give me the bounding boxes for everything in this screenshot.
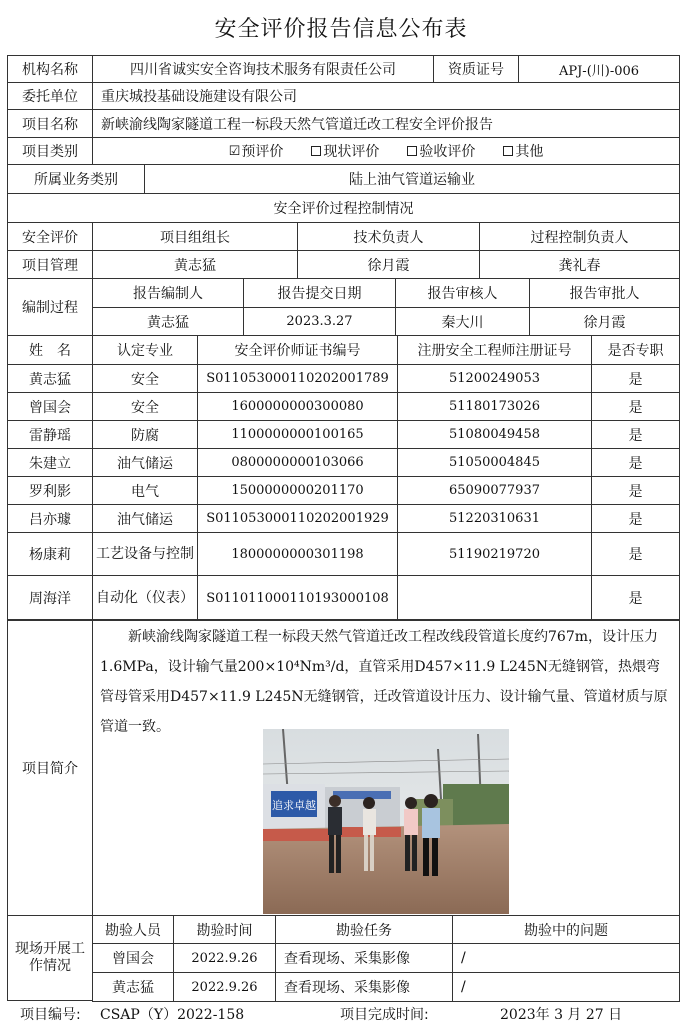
cert-label: 资质证号: [433, 55, 519, 83]
project-name-label: 项目名称: [7, 109, 93, 138]
org-value: 四川省诚实安全咨询技术服务有限责任公司: [92, 55, 434, 83]
staff-header-reg: 注册安全工程师注册证号: [397, 335, 592, 365]
staff-cell-name: 杨康莉: [7, 532, 93, 576]
checked-box-icon: ☑: [228, 143, 241, 159]
survey-cell-date: 2022.9.26: [173, 943, 276, 973]
staff-cell-reg: 51080049458: [397, 420, 592, 449]
staff-cell-cert: 1100000000100165: [197, 420, 398, 449]
staff-header-fulltime: 是否专职: [591, 335, 680, 365]
mgmt-value-tech: 徐月霞: [297, 250, 480, 279]
survey-cell-date: 2022.9.26: [173, 972, 276, 1002]
staff-cell-fulltime: 是: [591, 364, 680, 393]
mgmt-header-tech: 技术负责人: [297, 222, 480, 251]
staff-cell-cert: S011053000110202001929: [197, 504, 398, 533]
page-title: 安全评价报告信息公布表: [214, 17, 468, 42]
option-pre-evaluation[interactable]: ☑ 预评价: [228, 143, 284, 160]
intro-label: 项目简介: [7, 619, 93, 916]
staff-cell-cert: 1800000000301198: [197, 532, 398, 576]
process-header: 安全评价过程控制情况: [7, 193, 680, 223]
option-status-evaluation[interactable]: 现状评价: [311, 141, 379, 161]
staff-cell-fulltime: 是: [591, 420, 680, 449]
compile-value-approver: 徐月霞: [529, 307, 680, 336]
staff-cell-name: 罗利影: [7, 476, 93, 505]
option-acceptance-evaluation[interactable]: 验收评价: [407, 141, 475, 161]
mgmt-header-leader: 项目组组长: [92, 222, 298, 251]
site-photo: [263, 729, 509, 914]
staff-header-cert: 安全评价师证书编号: [197, 335, 398, 365]
footer-date-value: 2023年 3 月 27 日: [500, 1007, 623, 1023]
staff-cell-fulltime: 是: [591, 504, 680, 533]
staff-cell-specialty: 油气储运: [92, 448, 198, 477]
staff-cell-name: 黄志猛: [7, 364, 93, 393]
staff-cell-reg: [397, 575, 592, 621]
staff-cell-name: 曾国会: [7, 392, 93, 421]
staff-cell-fulltime: 是: [591, 448, 680, 477]
compile-header-approver: 报告审批人: [529, 278, 680, 308]
project-name-value: 新峡渝线陶家隧道工程一标段天然气管道迁改工程安全评价报告: [92, 109, 680, 138]
mgmt-label-b: 项目管理: [7, 250, 93, 279]
footer-date-label: 项目完成时间:: [340, 1007, 429, 1023]
staff-cell-cert: S011053000110202001789: [197, 364, 398, 393]
staff-cell-reg: 51180173026: [397, 392, 592, 421]
staff-cell-specialty: 油气储运: [92, 504, 198, 533]
staff-cell-specialty: 安全: [92, 392, 198, 421]
survey-header-inspector: 勘验人员: [92, 915, 174, 944]
staff-header-name: 姓 名: [7, 335, 93, 365]
staff-cell-name: 周海洋: [7, 575, 93, 621]
staff-cell-specialty: 防腐: [92, 420, 198, 449]
staff-cell-reg: 51190219720: [397, 532, 592, 576]
staff-cell-cert: 1600000000300080: [197, 392, 398, 421]
staff-cell-reg: 51050004845: [397, 448, 592, 477]
mgmt-label-a: 安全评价: [7, 222, 93, 251]
staff-cell-fulltime: 是: [591, 476, 680, 505]
staff-cell-specialty: 安全: [92, 364, 198, 393]
survey-header-task: 勘验任务: [275, 915, 453, 944]
staff-cell-fulltime: 是: [591, 532, 680, 576]
survey-header-date: 勘验时间: [173, 915, 276, 944]
compile-label: 编制过程: [7, 278, 93, 336]
staff-cell-name: 吕亦璩: [7, 504, 93, 533]
compile-value-date: 2023.3.27: [243, 307, 396, 336]
unchecked-box-icon: [503, 146, 513, 156]
footer-number-value: CSAP（Y）2022-158: [100, 1007, 245, 1023]
staff-cell-cert: 1500000000201170: [197, 476, 398, 505]
unchecked-box-icon: [311, 146, 321, 156]
survey-cell-inspector: 曾国会: [92, 943, 174, 973]
survey-label: 现场开展工作情况: [7, 915, 93, 1001]
staff-cell-reg: 51220310631: [397, 504, 592, 533]
staff-cell-specialty: 电气: [92, 476, 198, 505]
compile-value-author: 黄志猛: [92, 307, 244, 336]
org-label: 机构名称: [7, 55, 93, 83]
staff-cell-name: 雷静瑶: [7, 420, 93, 449]
survey-cell-issues: /: [452, 943, 680, 973]
survey-cell-issues: /: [452, 972, 680, 1002]
survey-cell-task: 查看现场、采集影像: [275, 972, 453, 1002]
compile-header-date: 报告提交日期: [243, 278, 396, 308]
staff-cell-specialty: 工艺设备与控制: [92, 532, 198, 576]
staff-cell-cert: S011011000110193000108: [197, 575, 398, 621]
staff-cell-fulltime: 是: [591, 392, 680, 421]
industry-label: 所属业务类别: [7, 164, 145, 194]
staff-cell-reg: 51200249053: [397, 364, 592, 393]
project-type-label: 项目类别: [7, 137, 93, 165]
compile-header-author: 报告编制人: [92, 278, 244, 308]
banner-text: 追求卓越: [272, 799, 316, 812]
industry-value: 陆上油气管道运输业: [144, 164, 680, 194]
option-other[interactable]: 其他: [503, 141, 543, 161]
survey-header-issues: 勘验中的问题: [452, 915, 680, 944]
compile-header-reviewer: 报告审核人: [395, 278, 530, 308]
mgmt-value-process: 龚礼春: [479, 250, 680, 279]
unchecked-box-icon: [407, 146, 417, 156]
intro-text: 新峡渝线陶家隧道工程一标段天然气管道迁改工程改线段管道长度约767m，设计压力1.6MPa，设计输气量200×10⁴Nm³/d，直管采用D457×11.9 L245N无缝钢管，热煨弯管母管采用D457×11.9 L245N无缝钢管，迁改管道设计压力、设计输气量、管道材质与原管道一致。: [100, 629, 668, 735]
cert-value: APJ-(川)-006: [518, 55, 680, 83]
client-value: 重庆城投基础设施建设有限公司: [92, 82, 680, 110]
survey-cell-task: 查看现场、采集影像: [275, 943, 453, 973]
client-label: 委托单位: [7, 82, 93, 110]
compile-value-reviewer: 秦大川: [395, 307, 530, 336]
staff-cell-specialty: 自动化（仪表）: [92, 575, 198, 621]
staff-cell-name: 朱建立: [7, 448, 93, 477]
survey-cell-inspector: 黄志猛: [92, 972, 174, 1002]
staff-header-specialty: 认定专业: [92, 335, 198, 365]
footer-number-label: 项目编号:: [20, 1007, 81, 1023]
staff-cell-fulltime: 是: [591, 575, 680, 621]
mgmt-value-leader: 黄志猛: [92, 250, 298, 279]
staff-cell-cert: 0800000000103066: [197, 448, 398, 477]
mgmt-header-process: 过程控制负责人: [479, 222, 680, 251]
project-type-options: [92, 137, 680, 165]
staff-cell-reg: 65090077937: [397, 476, 592, 505]
